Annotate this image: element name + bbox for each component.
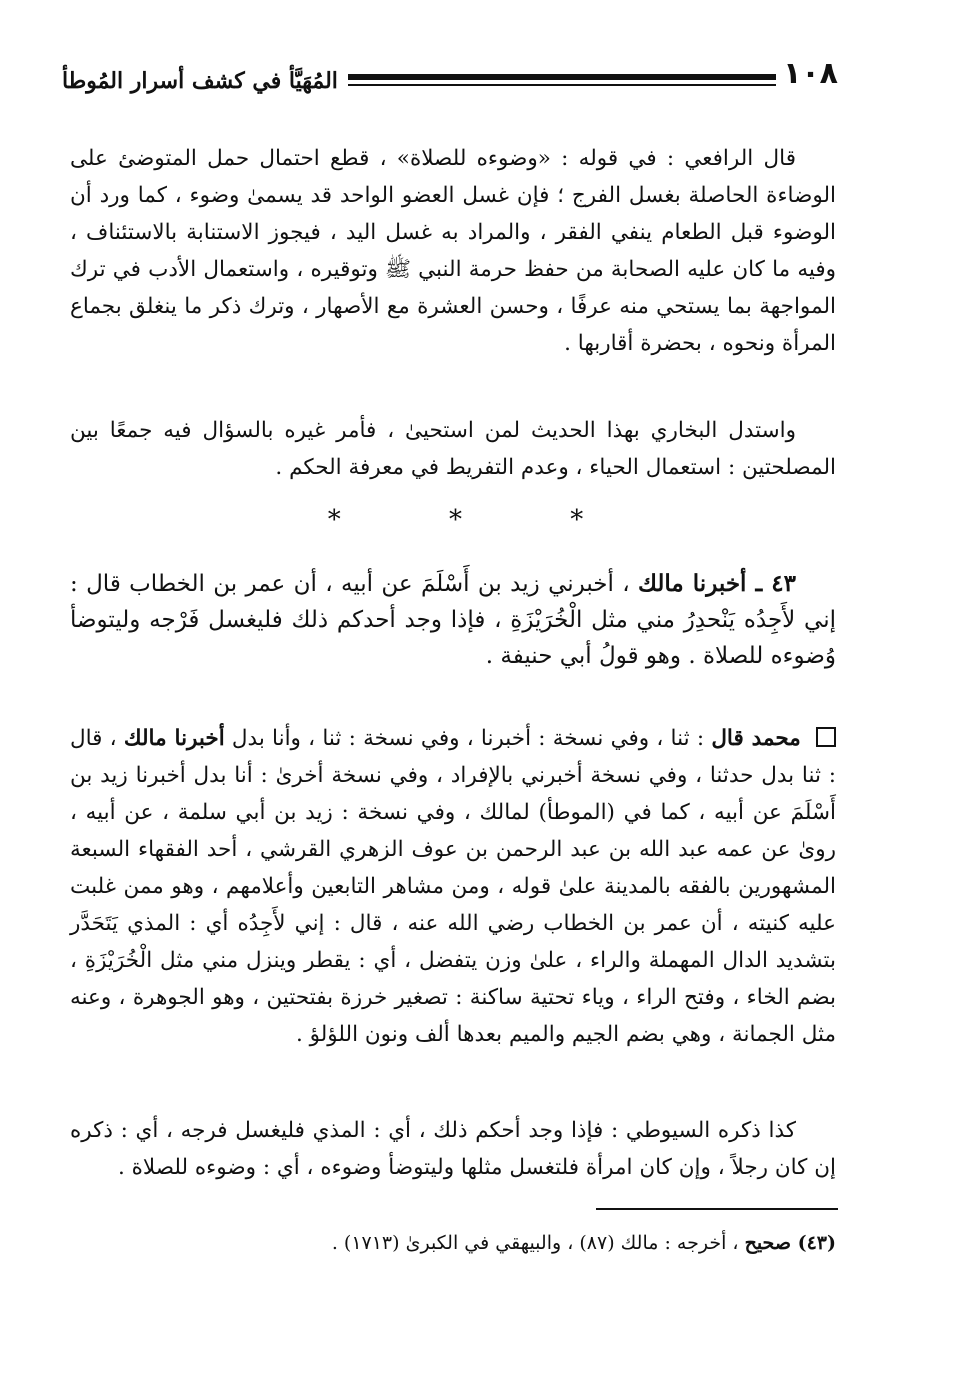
running-title: المُهَيَّأ في كشف أسرار المُوطأ: [62, 68, 338, 94]
footnote-text: ، أخرجه : مالك (٨٧) ، والبيهقي في الكبرىٰ (١٧١٣) .: [331, 1232, 739, 1254]
paragraph-text: كذا ذكره السيوطي : فإذا وجد أحكم ذلك ، أي : المذي فليغسل فرجه ، أي : ذكره إن كان رجلاً ، وإن كان امرأة فلتغسل مثلها وليتوضأ وضوءه ، أي : وضوءه للصلاة .: [70, 1118, 836, 1180]
square-marker-icon: [816, 727, 836, 747]
header-rule-thick: [348, 74, 776, 80]
paragraph-text: قال الرافعي : في قوله : «وضوءه للصلاة» ، قطع احتمال حمل المتوضئ على الوضاءة الحاصلة بغسل الفرج ؛ فإن غسل العضو الواحد قد يسمىٰ وضوء ، كما ورد أن الوضوء قبل الطعام ينفي الفقر ، والمراد به غسل اليد ، فيجوز الاستنابة بالاستئناف ، وفيه ما كان عليه الصحابة من حفظ حرمة النبي ﷺ وتوقيره ، واستعمال الأدب في ترك المواجهة بما يستحي منه عرفًا ، وحسن العشرة مع الأصهار ، وترك ذكر ما ينغلق بجماع المرأة ونحوه ، بحضرة أقاربها .: [70, 146, 836, 356]
section-separator: * * *: [327, 505, 634, 535]
header-rule-thin: [348, 84, 776, 86]
hadith-body: ، أخبرني زيد بن أَسْلَمَ عن أبيه ، أن عمر بن الخطاب قال : إني لأَجِدُه يَنْحدِرُ مني مثل الْخُرَيْزَةِ ، فإذا وجد أحدكم ذلك فليغسل فَرْجه وليتوضأ وُضوءه للصلاة . وهو قولُ أبي حنيفة .: [70, 571, 836, 669]
paragraph-text: واستدل البخاري بهذا الحديث لمن استحيىٰ ، فأمر غيره بالسؤال فيه جمعًا بين المصلحتين : استعمال الحياء ، وعدم التفريط في معرفة الحكم .: [70, 418, 836, 480]
commentary-part1: : ثنا ، وفي نسخة : أخبرنا ، وفي نسخة : ثنا ، وأنا بدل: [231, 726, 705, 751]
commentary-block: [70, 720, 836, 1053]
commentary-bold: أخبرنا مالك: [123, 726, 225, 751]
commentary-part2: ، قال : ثنا بدل حدثنا ، وفي نسخة أخبرني بالإفراد ، وفي نسخة أخرىٰ : أنا بدل أخبرنا زيد بن أَسْلَمَ عن أبيه ، كما في (الموطأ) لمالك ، وفي نسخة : زيد بن أبي سلمة ، عن أبيه ، روىٰ عن عمه عبد الله بن عبد الرحمن بن عوف الزهري القرشي ، أحد الفقهاء السبعة المشهورين بالفقه بالمدينة علىٰ قوله ، ومن مشاهر التابعين وأعلامهم ، وهو ممن غلبت عليه كنيته ، أن عمر بن الخطاب رضي الله عنه ، قال : إني لأَجِدُه أي : المذي يَتَحَدَّر بتشديد الدال المهملة والراء ، علىٰ وزن يتفضل ، أي : يقطر وينزل مني مثل الْخُرَيْزَةِ ، بضم الخاء ، وفتح الراء ، وياء تحتية ساكنة : تصغير خرزة بفتحتين ، وهو الجوهرة ، وعنه مثل الجمانة ، وهي بضم الجيم والميم بعدها ألف ونون اللؤلؤ .: [70, 726, 836, 1047]
footnote-lead: (٤٣) صحيح: [744, 1232, 836, 1254]
hadith-43: [70, 566, 836, 674]
page-number: ١٠٨: [783, 56, 838, 91]
page-header: [62, 56, 838, 108]
paragraph-bukhari: [70, 412, 836, 486]
footnote-rule: [596, 1208, 838, 1210]
commentary-lead: محمد قال: [711, 726, 801, 751]
hadith-text: [70, 566, 836, 674]
paragraph-suyuti: [70, 1112, 836, 1186]
header-rule: [348, 74, 776, 92]
paragraph-rafii: [70, 140, 836, 362]
hadith-number-lead: ٤٣ ـ أخبرنا مالك: [638, 570, 796, 597]
commentary-text: [70, 720, 836, 1053]
footnote: [200, 1228, 836, 1258]
